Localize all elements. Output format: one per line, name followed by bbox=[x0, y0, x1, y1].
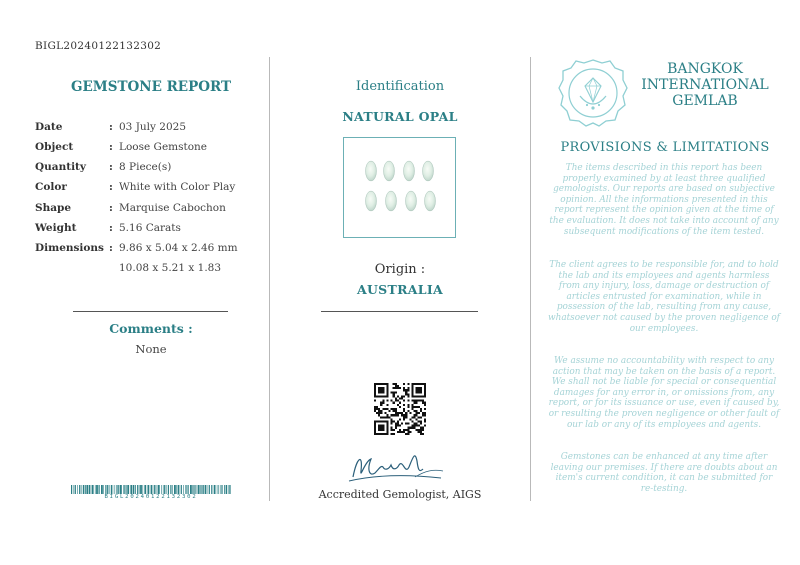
barcode-text: BIGL20240122132302 bbox=[104, 494, 198, 500]
column-divider-right bbox=[530, 57, 531, 501]
opal-stone bbox=[406, 191, 417, 211]
detail-label: Dimensions bbox=[35, 242, 104, 254]
origin-divider bbox=[321, 311, 478, 312]
detail-label: Date bbox=[35, 121, 63, 133]
signature-image bbox=[345, 447, 445, 487]
qr-code[interactable] bbox=[374, 383, 426, 435]
detail-value: Marquise Cabochon bbox=[119, 202, 226, 214]
lab-name-line2: INTERNATIONAL bbox=[641, 77, 769, 93]
opal-stone bbox=[425, 191, 436, 211]
detail-label: Quantity bbox=[35, 161, 87, 173]
comments-divider bbox=[73, 311, 228, 312]
detail-value: 5.16 Carats bbox=[119, 222, 181, 234]
report-title: GEMSTONE REPORT bbox=[70, 79, 232, 95]
detail-colon: : bbox=[109, 141, 113, 153]
comments-label: Comments : bbox=[109, 321, 193, 336]
opal-stone bbox=[423, 161, 434, 181]
detail-label: Shape bbox=[35, 202, 72, 214]
lab-name bbox=[640, 61, 770, 109]
identification-label: Identification bbox=[355, 79, 445, 94]
lab-name-line1: BANGKOK bbox=[667, 61, 743, 77]
detail-colon: : bbox=[109, 242, 113, 254]
lab-name-line3: GEMLAB bbox=[672, 93, 738, 109]
detail-value: 8 Piece(s) bbox=[119, 161, 172, 173]
identification-value: NATURAL OPAL bbox=[342, 109, 458, 124]
opal-stones-image bbox=[344, 138, 455, 237]
lab-seal-logo bbox=[558, 58, 628, 128]
provisions-paragraph: Gemstones can be enhanced at any time after leaving our premises. If there are doubts about an item's current condition, it can be submitted for re-testing. bbox=[550, 452, 778, 494]
provisions-paragraph: The client agrees to be responsible for, and to hold the lab and its employees and agents harmless from any injury, loss, damage or destruction of articles entrusted for examination, while in possession of the lab, resulting from any cause, whatsoever not caused by the proven negligence of our employees. bbox=[548, 260, 780, 334]
detail-label: Color bbox=[35, 181, 67, 193]
detail-label: Object bbox=[35, 141, 74, 153]
detail-label: Weight bbox=[35, 222, 77, 234]
detail-colon: : bbox=[109, 121, 113, 133]
detail-value: 03 July 2025 bbox=[119, 121, 187, 133]
comments-value: None bbox=[135, 342, 167, 356]
detail-colon: : bbox=[109, 222, 113, 234]
detail-colon: : bbox=[109, 202, 113, 214]
provisions-paragraph: We assume no accountability with respect to any action that may be taken on the basis of a report. We shall not be liable for special or consequential damages for any error in, or omissions from, any report, or for its issuance or use, even if caused by, or resulting the proven negligence or other fault of our lab or any of its employees and agents. bbox=[548, 356, 780, 430]
provisions-title: PROVISIONS & LIMITATIONS bbox=[560, 140, 770, 155]
opal-stone bbox=[386, 191, 397, 211]
opal-stone bbox=[404, 161, 415, 181]
detail-colon: : bbox=[109, 161, 113, 173]
gemstone-photo bbox=[343, 137, 456, 238]
origin-value: AUSTRALIA bbox=[356, 282, 444, 297]
detail-value: Loose Gemstone bbox=[119, 141, 208, 153]
detail-value: 9.86 x 5.04 x 2.46 mm bbox=[119, 242, 238, 254]
detail-value: White with Color Play bbox=[119, 181, 236, 193]
opal-stone bbox=[384, 161, 395, 181]
detail-colon: : bbox=[109, 181, 113, 193]
opal-stone bbox=[366, 161, 377, 181]
detail-value: 10.08 x 5.21 x 1.83 bbox=[119, 262, 222, 274]
opal-stone bbox=[366, 191, 377, 211]
provisions-paragraph: The items described in this report has been properly examined by at least three qualified gemologists. Our reports are based on subjective opinion. All the informations presented in this report represent the opinion given at the time of the evaluation. It does not take into account of any subsequent modifications of the item tested. bbox=[549, 163, 779, 237]
gemologist-credit: Accredited Gemologist, AIGS bbox=[318, 488, 482, 501]
report-number: BIGL20240122132302 bbox=[35, 40, 162, 52]
origin-label: Origin : bbox=[374, 262, 426, 277]
